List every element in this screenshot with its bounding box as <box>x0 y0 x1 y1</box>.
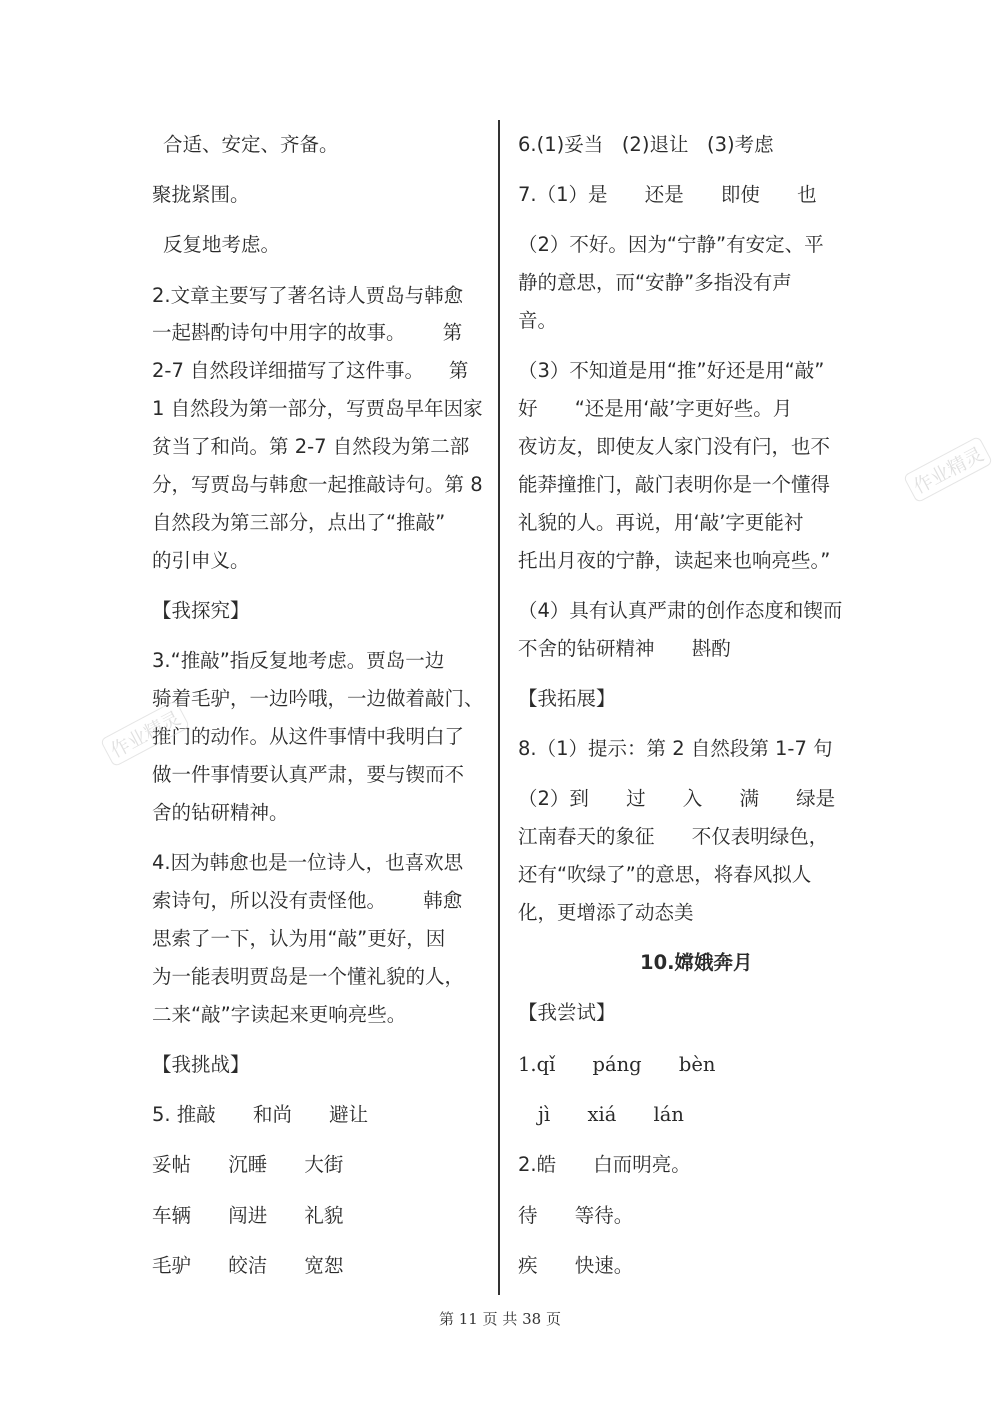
watermark-stamp: 作业精灵 <box>100 700 191 768</box>
text-line: 江南春天的象征 不仅表明绿色， <box>518 825 829 848</box>
section-heading: 【我探究】 <box>152 599 250 622</box>
text-line: 还有“吹绿了”的意思，将春风拟人 <box>518 863 812 886</box>
text-line: （3）不知道是用“推”好还是用“敲” <box>518 359 825 382</box>
text-line: （2）不好。因为“宁静”有安定、平 <box>518 233 824 256</box>
text-line: 为一能表明贾岛是一个懂礼貌的人， <box>152 965 465 988</box>
text-line: 3.“推敲”指反复地考虑。贾岛一边 <box>152 649 445 672</box>
text-line: 礼貌的人。再说，用‘敲’字更能衬 <box>518 511 804 534</box>
text-line: 贫当了和尚。第 2-7 自然段为第二部 <box>152 435 470 458</box>
text-line: （2）到 过 入 满 绿是 <box>518 787 836 810</box>
text-line: 能莽撞推门，敲门表明你是一个懂得 <box>518 473 831 496</box>
watermark-stamp: 作业精灵 <box>903 436 994 504</box>
page-footer: 第 11 页 共 38 页 <box>438 1310 561 1328</box>
text-line: 2.文章主要写了著名诗人贾岛与韩愈 <box>152 284 464 307</box>
text-line: 聚拢紧围。 <box>152 183 250 206</box>
text-line: 二来“敲”字读起来更响亮些。 <box>152 1003 407 1026</box>
text-line: 合适、安定、齐备。 <box>163 133 339 156</box>
text-line: 自然段为第三部分，点出了“推敲” <box>152 511 446 534</box>
section-heading: 【我拓展】 <box>518 687 616 710</box>
text-line: 推门的动作。从这件事情中我明白了 <box>152 725 465 748</box>
text-line: 思索了一下，认为用“敲”更好，因 <box>152 927 446 950</box>
text-line: 分，写贾岛与韩愈一起推敲诗句。第 8 <box>152 473 483 496</box>
text-line: 一起斟酌诗句中用字的故事。 第 <box>152 321 463 344</box>
text-line: 托出月夜的宁静，读起来也响亮些。” <box>518 549 831 572</box>
pinyin-line: 1.qǐ páng bèn <box>518 1053 716 1076</box>
text-line: 不舍的钻研精神 斟酌 <box>518 637 731 660</box>
text-line: 好 “还是用‘敲’字更好些。月 <box>518 397 793 420</box>
text-line: 反复地考虑。 <box>163 233 281 256</box>
text-line: 6.(1)妥当 (2)退让 (3)考虑 <box>518 133 774 156</box>
text-line: 音。 <box>518 309 558 332</box>
text-line: 做一件事情要认真严肃，要与锲而不 <box>152 763 465 786</box>
text-line: 的引申义。 <box>152 549 250 572</box>
lesson-title: 10.嫦娥奔月 <box>640 951 753 974</box>
text-line: 2-7 自然段详细描写了这件事。 第 <box>152 359 469 382</box>
text-line: 7.（1）是 还是 即使 也 <box>518 183 817 206</box>
text-line: 舍的钻研精神。 <box>152 801 289 824</box>
text-line: 车辆 闯进 礼貌 <box>152 1204 344 1227</box>
text-line: 1 自然段为第一部分，写贾岛早年因家 <box>152 397 483 420</box>
text-line: 疾 快速。 <box>518 1254 634 1277</box>
text-line: 8.（1）提示：第 2 自然段第 1-7 句 <box>518 737 833 760</box>
pinyin-line: jì xiá lán <box>538 1103 684 1126</box>
text-line: 4.因为韩愈也是一位诗人，也喜欢思 <box>152 851 464 874</box>
text-line: 毛驴 皎洁 宽恕 <box>152 1254 344 1277</box>
section-heading: 【我尝试】 <box>518 1001 616 1024</box>
text-line: （4）具有认真严肃的创作态度和锲而 <box>518 599 843 622</box>
text-line: 骑着毛驴，一边吟哦，一边做着敲门、 <box>152 687 484 710</box>
text-line: 索诗句，所以没有责怪他。 韩愈 <box>152 889 463 912</box>
text-line: 待 等待。 <box>518 1204 634 1227</box>
text-line: 化，更增添了动态美 <box>518 901 694 924</box>
text-line: 2.皓 白而明亮。 <box>518 1153 691 1176</box>
column-divider <box>498 120 500 1295</box>
text-line: 妥帖 沉睡 大街 <box>152 1153 344 1176</box>
text-line: 夜访友，即使友人家门没有闩，也不 <box>518 435 831 458</box>
text-line: 5. 推敲 和尚 避让 <box>152 1103 369 1126</box>
section-heading: 【我挑战】 <box>152 1053 250 1076</box>
text-line: 静的意思，而“安静”多指没有声 <box>518 271 792 294</box>
